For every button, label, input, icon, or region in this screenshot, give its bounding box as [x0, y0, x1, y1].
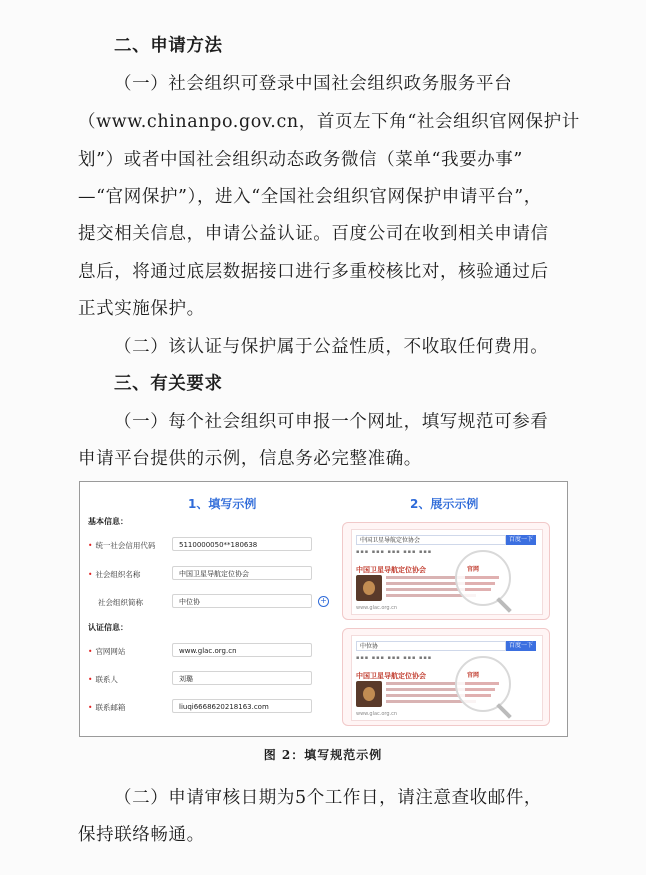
website-field: www.glac.org.cn	[172, 643, 312, 657]
magnifier-icon	[455, 656, 511, 712]
s3-p2-line-2: 保持联络畅通。	[78, 825, 205, 845]
s2-p1-line-4: —“官网保护”），进入“全国社会组织官网保护申请平台”，	[78, 187, 542, 207]
org-short-field: 中位协	[172, 594, 312, 608]
result-thumbnail	[356, 681, 382, 707]
s2-p2: （二）该认证与保护属于公益性质，不收取任何费用。	[114, 337, 549, 357]
s2-p1-line-7: 正式实施保护。	[78, 299, 205, 319]
basic-info-heading: 基本信息：	[88, 517, 128, 526]
s2-p1-line-1: （一）社会组织可登录中国社会组织政务服务平台	[114, 74, 513, 94]
show-example-heading: 2、展示示例	[410, 497, 479, 511]
search-box: 中国卫星导航定位协会	[356, 535, 506, 545]
cert-info-heading: 认证信息：	[88, 623, 128, 632]
magnifier-handle	[496, 703, 512, 719]
s3-p2-line-1: （二）申请审核日期为5个工作日，请注意查收邮件，	[114, 788, 543, 808]
result-thumbnail	[356, 575, 382, 601]
section-2-title: 二、申请方法	[114, 36, 223, 56]
email-label: • 联系邮箱	[88, 703, 126, 712]
add-icon: +	[318, 596, 329, 607]
official-badge: 官网	[467, 672, 480, 679]
result-url: www.glac.org.cn	[356, 605, 398, 611]
section-3-title: 三、有关要求	[114, 374, 223, 394]
s3-p1-line-1: （一）每个社会组织可申报一个网址，填写规范可参看	[114, 412, 549, 432]
result-url: www.glac.org.cn	[356, 711, 398, 717]
search-button: 百度一下	[506, 535, 536, 545]
credit-code-field: 5110000050**180638	[172, 537, 312, 551]
result-title: 中国卫星导航定位协会	[356, 566, 426, 574]
magnifier-handle	[496, 597, 512, 613]
search-preview-2	[342, 628, 550, 726]
s3-p1-line-2: 申请平台提供的示例，信息务必完整准确。	[78, 449, 422, 469]
search-preview-1	[342, 522, 550, 620]
org-short-label: 社会组织简称	[98, 598, 143, 607]
s2-p1-line-6: 息后，将通过底层数据接口进行多重校核比对，核验通过后	[78, 262, 549, 282]
org-name-label: • 社会组织名称	[88, 570, 141, 579]
example-figure	[79, 481, 568, 737]
org-name-field: 中国卫星导航定位协会	[172, 566, 312, 580]
contact-field: 刘璐	[172, 671, 312, 685]
official-badge: 官网	[467, 566, 480, 573]
result-title: 中国卫星导航定位协会	[356, 672, 426, 680]
fill-example-heading: 1、填写示例	[188, 497, 257, 511]
email-field: liuqi6668620218163.com	[172, 699, 312, 713]
result-tabs: ▪▪▪ ▪▪▪ ▪▪▪ ▪▪▪ ▪▪▪	[356, 655, 433, 661]
figure-caption: 图 2：填写规范示例	[263, 748, 383, 762]
search-box: 中位协	[356, 641, 506, 651]
credit-code-label: • 统一社会信用代码	[88, 541, 156, 550]
search-button: 百度一下	[506, 641, 536, 651]
website-label: • 官网网站	[88, 647, 126, 656]
s2-p1-line-2: （www.chinanpo.gov.cn，首页左下角“社会组织官网保护计	[78, 112, 580, 132]
s2-p1-line-5: 提交相关信息，申请公益认证。百度公司在收到相关申请信	[78, 224, 549, 244]
contact-label: • 联系人	[88, 675, 118, 684]
magnifier-icon	[455, 550, 511, 606]
s2-p1-line-3: 划”）或者中国社会组织动态政务微信（菜单“我要办事”	[78, 150, 523, 170]
result-tabs: ▪▪▪ ▪▪▪ ▪▪▪ ▪▪▪ ▪▪▪	[356, 549, 433, 555]
